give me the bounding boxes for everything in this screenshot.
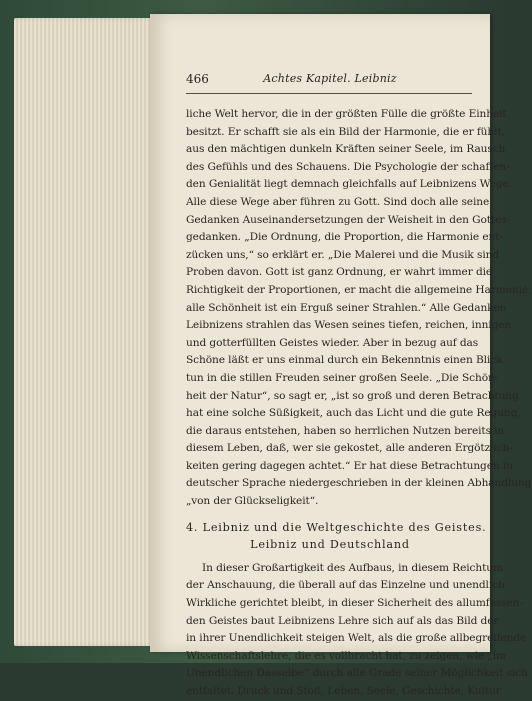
- text-line: den Genialität liegt demnach gleichfalls auf Leibnizens Wege.: [186, 178, 512, 191]
- text-line: diesem Leben, daß, wer sie gekostet, alle anderen Ergötzlich-: [186, 442, 513, 455]
- text-line: tun in die stillen Freuden seiner großen Seele. „Die Schön-: [186, 371, 499, 384]
- text-line: Wirkliche gerichtet bleibt, in dieser Sicherheit des allumfassen-: [186, 597, 523, 610]
- text-line: Schöne läßt er uns einmal durch ein Bekenntnis einen Blick: [186, 354, 503, 367]
- paragraph-1: [186, 106, 532, 511]
- text-line: Gedanken Auseinandersetzungen der Weisheit in den Gottes-: [186, 213, 511, 226]
- text-line: in ihrer Unendlichkeit steigen Welt, als die große allbegreifende: [186, 632, 527, 645]
- text-line: aus den mächtigen dunkeln Kräften seiner Seele, im Rausch: [186, 143, 506, 156]
- text-line: entfaltet. Druck und Stoß, Leben, Seele, Geschichte, Kultur: [186, 685, 501, 697]
- text-line: Alle diese Wege aber führen zu Gott. Sind doch alle seine: [186, 195, 490, 208]
- text-line: Leibnizens strahlen das Wesen seines tiefen, reichen, innigen: [186, 319, 512, 332]
- text-line: Proben davon. Gott ist ganz Ordnung, er wahrt immer die: [186, 266, 493, 279]
- text-line: keiten gering dagegen achtet.“ Er hat diese Betrachtungen in: [186, 459, 513, 472]
- text-line: und gotterfüllten Geistes wieder. Aber in bezug auf das: [186, 336, 479, 349]
- text-line: des Gefühls und des Schauens. Die Psychologie der schaffen-: [186, 160, 510, 173]
- page-header: [186, 70, 474, 90]
- text-line: In dieser Großartigkeit des Aufbaus, in diesem Reichtum: [202, 561, 503, 574]
- text-line: die daraus entstehen, haben so herrlichen Nutzen bereits in: [186, 424, 505, 437]
- running-head: Achtes Kapitel. Leibniz: [263, 72, 397, 85]
- header-rule: [186, 93, 472, 94]
- section-heading: 4. Leibniz und die Weltgeschichte des Geistes.: [186, 520, 487, 534]
- text-line: hat eine solche Süßigkeit, auch das Licht und die gute Regung,: [186, 407, 521, 420]
- page-number: 466: [186, 72, 209, 86]
- text-line: Wissenschaftslehre, die es vollbracht hat, zu zeigen, wie „im: [186, 649, 506, 662]
- text-line: Richtigkeit der Proportionen, er macht die allgemeine Harmonie;: [186, 283, 532, 296]
- text-line: der Anschauung, die überall auf das Einzelne und unendlich: [186, 579, 505, 592]
- text-line: „von der Glückseligkeit“.: [186, 495, 319, 508]
- paragraph-2: [186, 560, 528, 701]
- text-line: heit der Natur“, so sagt er, „ist so groß und deren Betrachtung: [186, 389, 519, 402]
- text-line: Unendlichen Dasselbe“ durch alle Grade seiner Möglichkeit sich: [186, 667, 528, 680]
- text-line: alle Schönheit ist ein Erguß seiner Strahlen.“ Alle Gedanken: [186, 301, 507, 314]
- body-text: [186, 106, 532, 701]
- text-line: den Geistes baut Leibnizens Lehre sich auf als das Bild der: [186, 614, 499, 627]
- text-line: zücken uns,“ so erklärt er. „Die Malerei und die Musik sind: [186, 248, 500, 261]
- text-line: liche Welt hervor, die in der größten Fülle die größte Einheit: [186, 108, 507, 120]
- text-line: gedanken. „Die Ordnung, die Proportion, die Harmonie ent-: [186, 231, 503, 244]
- page-edges: [14, 18, 164, 646]
- section-subheading: Leibniz und Deutschland: [250, 538, 410, 552]
- text-line: besitzt. Er schafft sie als ein Bild der Harmonie, die er fühlt,: [186, 125, 505, 138]
- book-page: [150, 14, 532, 697]
- text-line: deutscher Sprache niedergeschrieben in der kleinen Abhandlung: [186, 477, 532, 490]
